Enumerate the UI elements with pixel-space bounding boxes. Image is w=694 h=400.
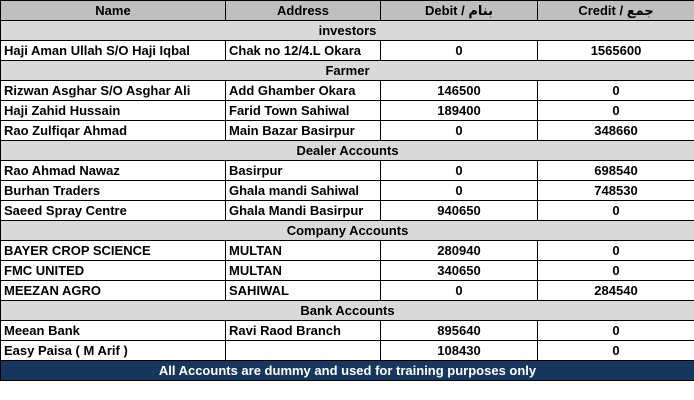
section-row — [1, 301, 694, 321]
table-row — [1, 341, 694, 361]
cell-debit[interactable]: 189400 — [381, 101, 538, 121]
section-row — [1, 61, 694, 81]
header-row — [1, 1, 694, 21]
table-row — [1, 261, 694, 281]
cell-credit[interactable]: 0 — [538, 101, 694, 121]
footer-note: All Accounts are dummy and used for training purposes only — [1, 361, 694, 381]
cell-debit[interactable]: 0 — [381, 41, 538, 61]
section-title: Bank Accounts — [1, 301, 694, 321]
cell-name[interactable]: Rao Ahmad Nawaz — [1, 161, 226, 181]
cell-address[interactable]: Farid Town Sahiwal — [226, 101, 381, 121]
table-row — [1, 241, 694, 261]
cell-name[interactable]: Burhan Traders — [1, 181, 226, 201]
section-title: Dealer Accounts — [1, 141, 694, 161]
table-row — [1, 161, 694, 181]
cell-name[interactable]: Meean Bank — [1, 321, 226, 341]
cell-debit[interactable]: 895640 — [381, 321, 538, 341]
cell-name[interactable]: Haji Aman Ullah S/O Haji Iqbal — [1, 41, 226, 61]
cell-address[interactable]: Basirpur — [226, 161, 381, 181]
cell-credit[interactable]: 748530 — [538, 181, 694, 201]
cell-credit[interactable]: 1565600 — [538, 41, 694, 61]
cell-address[interactable]: SAHIWAL — [226, 281, 381, 301]
table-row — [1, 41, 694, 61]
header-credit: Credit / جمع — [538, 1, 694, 21]
cell-address[interactable]: Ghala mandi Sahiwal — [226, 181, 381, 201]
table-row — [1, 321, 694, 341]
header-name: Name — [1, 1, 226, 21]
cell-name[interactable]: Easy Paisa ( M Arif ) — [1, 341, 226, 361]
cell-address[interactable] — [226, 341, 381, 361]
cell-address[interactable]: Ravi Raod Branch — [226, 321, 381, 341]
cell-name[interactable]: Haji Zahid Hussain — [1, 101, 226, 121]
table-row — [1, 121, 694, 141]
cell-name[interactable]: Rao Zulfiqar Ahmad — [1, 121, 226, 141]
cell-credit[interactable]: 0 — [538, 321, 694, 341]
cell-credit[interactable]: 0 — [538, 241, 694, 261]
table-row — [1, 81, 694, 101]
cell-debit[interactable]: 108430 — [381, 341, 538, 361]
cell-address[interactable]: Ghala Mandi Basirpur — [226, 201, 381, 221]
cell-credit[interactable]: 0 — [538, 201, 694, 221]
cell-name[interactable]: MEEZAN AGRO — [1, 281, 226, 301]
cell-name[interactable]: BAYER CROP SCIENCE — [1, 241, 226, 261]
section-title: investors — [1, 21, 694, 41]
cell-name[interactable]: FMC UNITED — [1, 261, 226, 281]
cell-address[interactable]: MULTAN — [226, 261, 381, 281]
cell-credit[interactable]: 0 — [538, 341, 694, 361]
cell-debit[interactable]: 940650 — [381, 201, 538, 221]
cell-address[interactable]: Add Ghamber Okara — [226, 81, 381, 101]
table-body — [1, 21, 694, 381]
cell-address[interactable]: Chak no 12/4.L Okara — [226, 41, 381, 61]
cell-credit[interactable]: 348660 — [538, 121, 694, 141]
cell-debit[interactable]: 280940 — [381, 241, 538, 261]
footer-row — [1, 361, 694, 381]
cell-address[interactable]: Main Bazar Basirpur — [226, 121, 381, 141]
cell-debit[interactable]: 340650 — [381, 261, 538, 281]
section-row — [1, 141, 694, 161]
cell-debit[interactable]: 0 — [381, 121, 538, 141]
cell-debit[interactable]: 0 — [381, 181, 538, 201]
cell-debit[interactable]: 146500 — [381, 81, 538, 101]
table-row — [1, 201, 694, 221]
section-row — [1, 21, 694, 41]
cell-debit[interactable]: 0 — [381, 281, 538, 301]
cell-credit[interactable]: 698540 — [538, 161, 694, 181]
cell-debit[interactable]: 0 — [381, 161, 538, 181]
section-title: Company Accounts — [1, 221, 694, 241]
cell-credit[interactable]: 284540 — [538, 281, 694, 301]
table-row — [1, 281, 694, 301]
section-row — [1, 221, 694, 241]
cell-address[interactable]: MULTAN — [226, 241, 381, 261]
cell-credit[interactable]: 0 — [538, 261, 694, 281]
cell-name[interactable]: Saeed Spray Centre — [1, 201, 226, 221]
cell-credit[interactable]: 0 — [538, 81, 694, 101]
header-address: Address — [226, 1, 381, 21]
cell-name[interactable]: Rizwan Asghar S/O Asghar Ali — [1, 81, 226, 101]
header-debit: Debit / بنام — [381, 1, 538, 21]
table-row — [1, 181, 694, 201]
table-row — [1, 101, 694, 121]
section-title: Farmer — [1, 61, 694, 81]
